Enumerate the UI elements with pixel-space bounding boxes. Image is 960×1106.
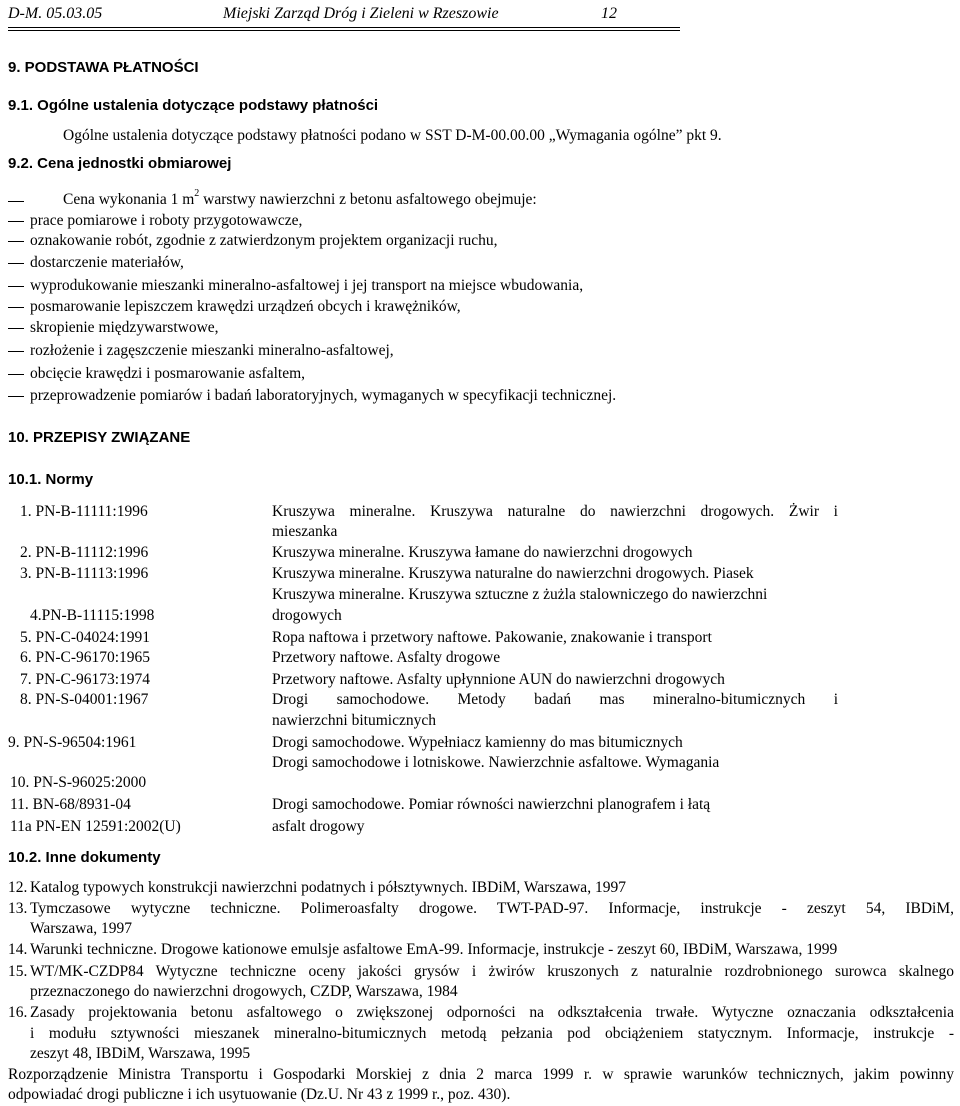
norm-description: Kruszywa mineralne. Kruszywa naturalne do nawierzchni drogowych. Żwir i: [272, 503, 838, 520]
doc-text: Tymczasowe wytyczne techniczne. Polimeroasfalty drogowe. TWT-PAD-97. Informacje, instrukcje - zeszyt 54, IBDiM,: [30, 900, 954, 917]
doc-code: D-M. 05.03.05: [8, 5, 103, 22]
page-number: 12: [601, 5, 617, 22]
regulation-text: Rozporządzenie Ministra Transportu i Gospodarki Morskiej z dnia 2 marca 1999 r. w sprawie warunków technicznych, jakim powinny: [8, 1066, 954, 1083]
intro-part-b: warstwy nawierzchni z betonu asfaltowego obejmuje:: [199, 191, 537, 208]
norm-description-cont: mieszanka: [272, 523, 338, 540]
norm-description: Drogi samochodowe i lotniskowe. Nawierzchnie asfaltowe. Wymagania: [272, 754, 720, 771]
norm-code: 1. PN-B-11111:1996: [20, 503, 148, 520]
norm-code: 11. BN-68/8931-04: [10, 796, 131, 813]
organization-name: Miejski Zarząd Dróg i Zieleni w Rzeszowie: [223, 5, 499, 22]
doc-number: 13.: [8, 900, 28, 917]
list-item: wyprodukowanie mieszanki mineralno-asfaltowej i jej transport na miejsce wbudowania,: [30, 277, 584, 294]
dash-bullet-icon: [8, 263, 24, 264]
norm-code: 7. PN-C-96173:1974: [20, 671, 151, 688]
norm-description: asfalt drogowy: [272, 818, 365, 835]
dash-bullet-icon: [8, 328, 24, 329]
doc-number: 16.: [8, 1004, 28, 1021]
norm-code: 4.PN-B-11115:1998: [30, 607, 155, 624]
norm-description: Drogi samochodowe. Metody badań mas mineralno-bitumicznych i: [272, 691, 838, 708]
norm-description: Kruszywa mineralne. Kruszywa łamane do nawierzchni drogowych: [272, 544, 693, 561]
doc-text: WT/MK-CZDP84 Wytyczne techniczne oceny jakości grysów i żwirów kruszonych z naturalnie rozdrobnionego surowca skalnego: [30, 963, 954, 980]
section-9-1-title: 9.1. Ogólne ustalenia dotyczące podstawy płatności: [8, 97, 379, 114]
norm-code: 9. PN-S-96504:1961: [8, 734, 137, 751]
section-10-2-title: 10.2. Inne dokumenty: [8, 849, 161, 866]
list-item: rozłożenie i zagęszczenie mieszanki mineralno-asfaltowej,: [30, 342, 394, 359]
intro-superscript: 2: [194, 187, 200, 199]
dash-bullet-icon: [8, 221, 24, 222]
section-10-1-title: 10.1. Normy: [8, 471, 94, 488]
section-9-title: 9. PODSTAWA PŁATNOŚCI: [8, 59, 199, 76]
norm-code: 10. PN-S-96025:2000: [10, 774, 147, 791]
norm-code: 2. PN-B-11112:1996: [20, 544, 149, 561]
dash-bullet-icon: [8, 241, 24, 242]
section-10-title: 10. PRZEPISY ZWIĄZANE: [8, 429, 191, 446]
list-item: przeprowadzenie pomiarów i badań laboratoryjnych, wymaganych w specyfikacji technicznej.: [30, 387, 617, 404]
section-9-2-title: 9.2. Cena jednostki obmiarowej: [8, 155, 232, 172]
list-item: skropienie międzywarstwowe,: [30, 319, 219, 336]
section-9-2-intro: [63, 187, 537, 210]
dash-bullet-icon: [8, 374, 24, 375]
norm-description-cont: drogowych: [272, 607, 342, 624]
doc-number: 12.: [8, 879, 28, 896]
dash-bullet-icon: [8, 351, 24, 352]
list-item: oznakowanie robót, zgodnie z zatwierdzonym projektem organizacji ruchu,: [30, 232, 498, 249]
norm-description: Kruszywa mineralne. Kruszywa sztuczne z żużla stalowniczego do nawierzchni: [272, 586, 768, 603]
doc-text: Zasady projektowania betonu asfaltowego o zwiększonej odporności na odkształcenia trwałe. Wytyczne oznaczania odkształcenia: [30, 1004, 954, 1021]
list-item: posmarowanie lepiszczem krawędzi urządzeń obcych i krawężników,: [30, 298, 461, 315]
norm-description: Ropa naftowa i przetwory naftowe. Pakowanie, znakowanie i transport: [272, 629, 712, 646]
section-9-1-text: Ogólne ustalenia dotyczące podstawy płatności podano w SST D-M-00.00.00 „Wymagania ogólne” pkt 9.: [63, 127, 722, 144]
norm-code: 11a PN-EN 12591:2002(U): [10, 818, 181, 835]
norm-description: Drogi samochodowe. Wypełniacz kamienny do mas bitumicznych: [272, 734, 683, 751]
norm-description: Przetwory naftowe. Asfalty upłynnione AUN do nawierzchni drogowych: [272, 671, 725, 688]
norm-description: Kruszywa mineralne. Kruszywa naturalne do nawierzchni drogowych. Piasek: [272, 565, 754, 582]
dash-bullet-icon: [8, 307, 24, 308]
intro-part-a: Cena wykonania 1 m: [63, 191, 195, 208]
list-item: obcięcie krawędzi i posmarowanie asfaltem,: [30, 365, 306, 382]
norm-code: 8. PN-S-04001:1967: [20, 691, 149, 708]
list-item: prace pomiarowe i roboty przygotowawcze,: [30, 212, 303, 229]
list-item: dostarczenie materiałów,: [30, 254, 184, 271]
doc-text: Katalog typowych konstrukcji nawierzchni podatnych i półsztywnych. IBDiM, Warszawa, 1997: [30, 879, 626, 896]
doc-number: 15.: [8, 963, 28, 980]
doc-text-cont: przeznaczonego do nawierzchni drogowych, CZDP, Warszawa, 1984: [30, 983, 458, 1000]
dash-bullet-icon: [8, 201, 24, 202]
norm-code: 3. PN-B-11113:1996: [20, 565, 149, 582]
doc-number: 14.: [8, 941, 28, 958]
norm-description-cont: nawierzchni bitumicznych: [272, 712, 436, 729]
header-rule: [8, 27, 680, 28]
norm-code: 5. PN-C-04024:1991: [20, 629, 151, 646]
doc-text-cont: zeszyt 48, IBDiM, Warszawa, 1995: [30, 1045, 251, 1062]
header-rule-double: [8, 30, 680, 31]
dash-bullet-icon: [8, 286, 24, 287]
doc-text-cont: i modułu sztywności mieszanek mineralno-bitumicznych metodą pełzania pod obciążeniem statycznym. Informacje, instrukcje -: [30, 1025, 954, 1042]
doc-text: Warunki techniczne. Drogowe kationowe emulsje asfaltowe EmA-99. Informacje, instrukcje - zeszyt 60, IBDiM, Warszawa, 1999: [30, 941, 838, 958]
norm-code: 6. PN-C-96170:1965: [20, 649, 151, 666]
regulation-text-cont: odpowiadać drogi publiczne i ich usytuowanie (Dz.U. Nr 43 z 1999 r., poz. 430).: [8, 1086, 511, 1103]
dash-bullet-icon: [8, 396, 24, 397]
doc-text-cont: Warszawa, 1997: [30, 920, 133, 937]
norm-description: Drogi samochodowe. Pomiar równości nawierzchni planografem i łatą: [272, 796, 711, 813]
norm-description: Przetwory naftowe. Asfalty drogowe: [272, 649, 501, 666]
